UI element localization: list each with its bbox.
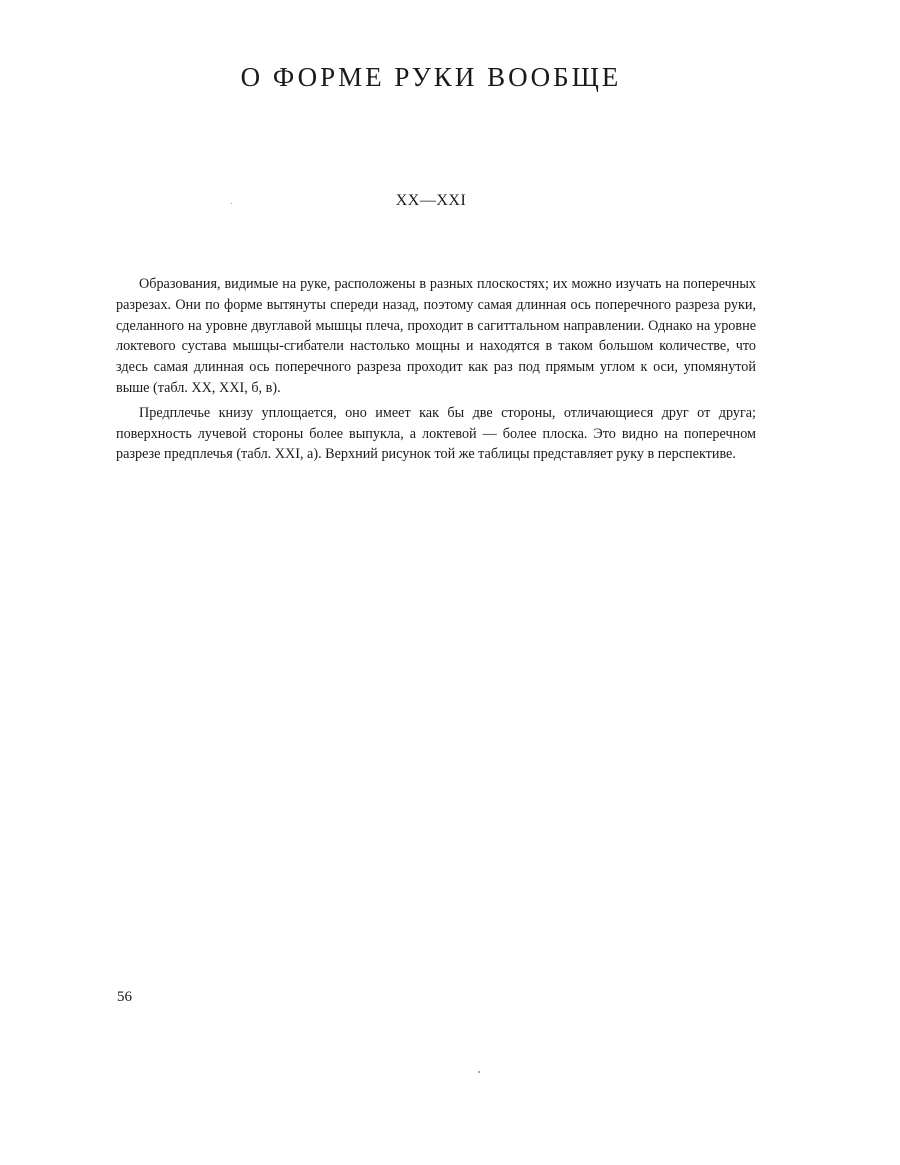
page-title: О ФОРМЕ РУКИ ВООБЩЕ (240, 62, 622, 92)
body-text (116, 274, 756, 469)
scan-speck (478, 1071, 480, 1073)
page-number: 56 (117, 989, 132, 1005)
scan-speck (231, 203, 232, 204)
paragraph-2: Предплечье книзу уплощается, оно имеет как бы две стороны, отличающиеся друг от друга; поверхность лучевой стороны более выпукла, а локтевой — более плоска. Это видно на поперечном разрезе предплечья (табл. XXI, а). Верхний рисунок той же таблицы представляет руку в перспективе. (116, 404, 756, 463)
paragraph-1: Образования, видимые на руке, расположены в разных плоскостях; их можно изучать на поперечных разрезах. Они по форме вытянуты спереди назад, поэтому самая длинная ось поперечного разреза руки, сделанного на уровне двуглавой мышцы плеча, проходит в сагиттальном направлении. Однако на уровне локтевого сустава мышцы-сгибатели настолько мощны и находятся в таком большом количестве, что здесь самая длинная ось поперечного разреза проходит как раз под прямым углом к оси, упомянутой выше (табл. XX, XXI, б, в). (116, 276, 756, 396)
section-number: XX—XXI (395, 192, 467, 209)
